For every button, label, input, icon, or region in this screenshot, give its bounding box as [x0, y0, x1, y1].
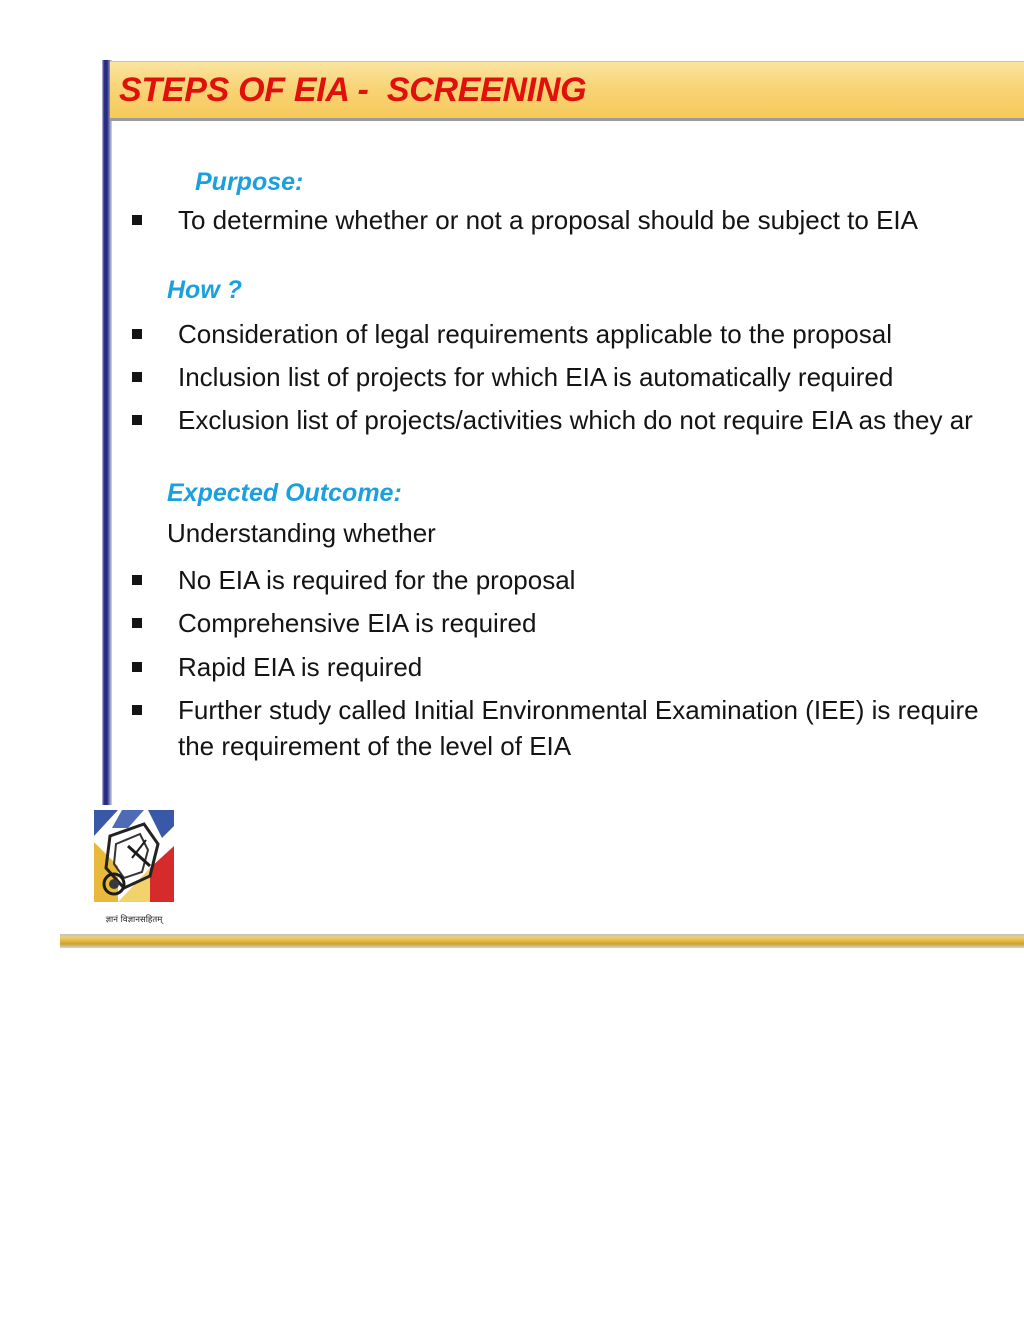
outcome-intro: Understanding whether: [167, 518, 436, 548]
how-bullet-text: Inclusion list of projects for which EIA is automatically required: [178, 362, 894, 392]
purpose-heading: Purpose:: [195, 168, 304, 196]
how-bullet-text: Exclusion list of projects/activities which do not require EIA as they ar: [178, 405, 973, 435]
institute-logo: [88, 806, 180, 932]
bottom-rule: [60, 934, 1024, 948]
how-bullet-text: Consideration of legal requirements applicable to the proposal: [178, 319, 892, 349]
outcome-bullet-text: No EIA is required for the proposal: [178, 565, 576, 595]
square-bullet-icon: [132, 618, 142, 628]
title-bar: [110, 61, 1024, 121]
how-heading: How ?: [167, 276, 242, 304]
logo-caption: ज्ञानं विज्ञानसहितम्: [105, 915, 163, 925]
purpose-bullet-text: To determine whether or not a proposal should be subject to EIA: [178, 205, 918, 235]
slide-title: STEPS OF EIA - SCREENING: [119, 71, 587, 109]
square-bullet-icon: [132, 329, 142, 339]
square-bullet-icon: [132, 372, 142, 382]
square-bullet-icon: [132, 662, 142, 672]
outcome-bullet-continuation: the requirement of the level of EIA: [178, 731, 572, 761]
outcome-bullet-text: Comprehensive EIA is required: [178, 608, 537, 638]
square-bullet-icon: [132, 705, 142, 715]
outcome-bullet-text: Further study called Initial Environmental Examination (IEE) is require: [178, 695, 979, 725]
outcome-bullet-text: Rapid EIA is required: [178, 652, 423, 682]
square-bullet-icon: [132, 575, 142, 585]
left-vertical-rule: [102, 60, 112, 805]
square-bullet-icon: [132, 415, 142, 425]
square-bullet-icon: [132, 215, 142, 225]
outcome-heading: Expected Outcome:: [167, 479, 402, 507]
